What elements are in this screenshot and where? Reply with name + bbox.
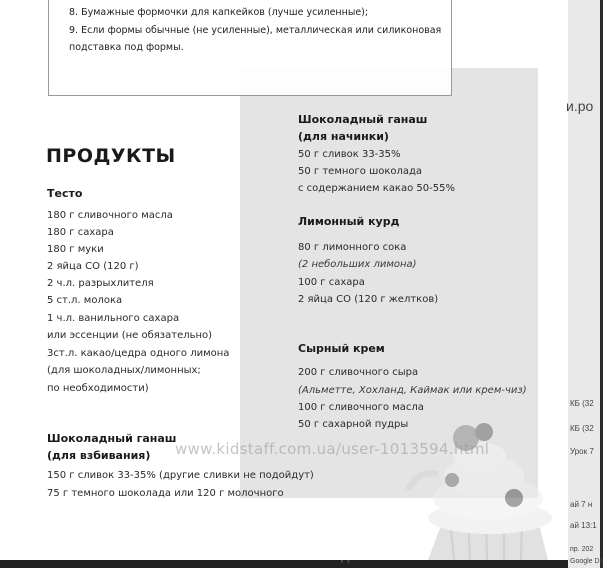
list-item [69,0,249,1]
ganache-fill-line: с содержанием какао 50-55% [298,183,455,194]
bottom-bar-glyph: ◦ ◦ [340,558,351,566]
dough-line: 5 ст.л. молока [47,295,123,306]
bottom-bar [0,560,568,568]
dough-line: 2 ч.л. разрыхлителя [47,278,154,289]
cheese-cream-line: 200 г сливочного сыра [298,367,419,378]
lemon-curd-line: 2 яйца СО (120 г желтков) [298,294,439,305]
background-window-strip [566,0,603,568]
page-heading: ПРОДУКТЫ [46,145,176,167]
list-item: 8. Бумажные формочки для капкейков (лучше усиленные); [69,7,369,18]
ganache-whip-line: 150 г сливок 33-35% (другие сливки не подойдут) [47,470,314,481]
dough-line: 3ст.л. какао/цедра одного лимона [47,348,230,359]
strip-text: Google Dri [570,558,603,565]
dough-line: (для шоколадных/лимонных; [47,365,201,376]
lemon-curd-line: 80 г лимонного сока [298,242,407,253]
cupcake-icon [388,410,558,560]
strip-text: пр. 202 [570,546,594,553]
strip-text: КБ (32 [570,424,594,433]
dough-line: 180 г сахара [47,227,114,238]
strip-text: КБ (32 [570,399,594,408]
ganache-whip-subtitle: (для взбивания) [47,449,151,462]
lemon-curd-line: 100 г сахара [298,277,365,288]
watermark: www.kidstaff.com.ua/user-1013594.html [175,440,490,458]
ganache-fill-title: Шоколадный ганаш [298,113,428,126]
ganache-fill-subtitle: (для начинки) [298,130,389,143]
cheese-cream-title: Сырный крем [298,342,385,355]
dough-line: 1 ч.л. ванильного сахара [47,313,180,324]
dough-title: Тесто [47,187,83,200]
list-item: подставка под формы. [69,42,184,53]
cheese-cream-line: 50 г сахарной пудры [298,419,409,430]
lemon-curd-title: Лимонный курд [298,215,400,228]
dough-line: по необходимости) [47,383,149,394]
dough-line: 2 яйца СО (120 г) [47,261,139,272]
strip-text: ай 13:1 [570,521,597,530]
strip-text: Урок 7 [570,447,594,456]
tools-list-box [48,0,452,96]
ganache-fill-line: 50 г сливок 33-35% [298,149,401,160]
ganache-whip-title: Шоколадный ганаш [47,432,177,445]
dough-line: 180 г сливочного масла [47,210,173,221]
dough-line: или эссенции (не обязательно) [47,330,213,341]
strip-text: и.ро [566,98,594,114]
lemon-curd-line: (2 небольших лимона) [298,259,417,270]
list-item: 9. Если формы обычные (не усиленные), металлическая или силиконовая [69,25,442,36]
cheese-cream-line: (Альметте, Хохланд, Каймак или крем-чиз) [298,385,527,396]
ganache-whip-line: 75 г темного шоколада или 120 г молочного [47,488,284,499]
cheese-cream-line: 100 г сливочного масла [298,402,424,413]
dough-line: 180 г муки [47,244,104,255]
strip-text: ай 7 н [570,500,593,509]
ganache-fill-line: 50 г темного шоколада [298,166,423,177]
